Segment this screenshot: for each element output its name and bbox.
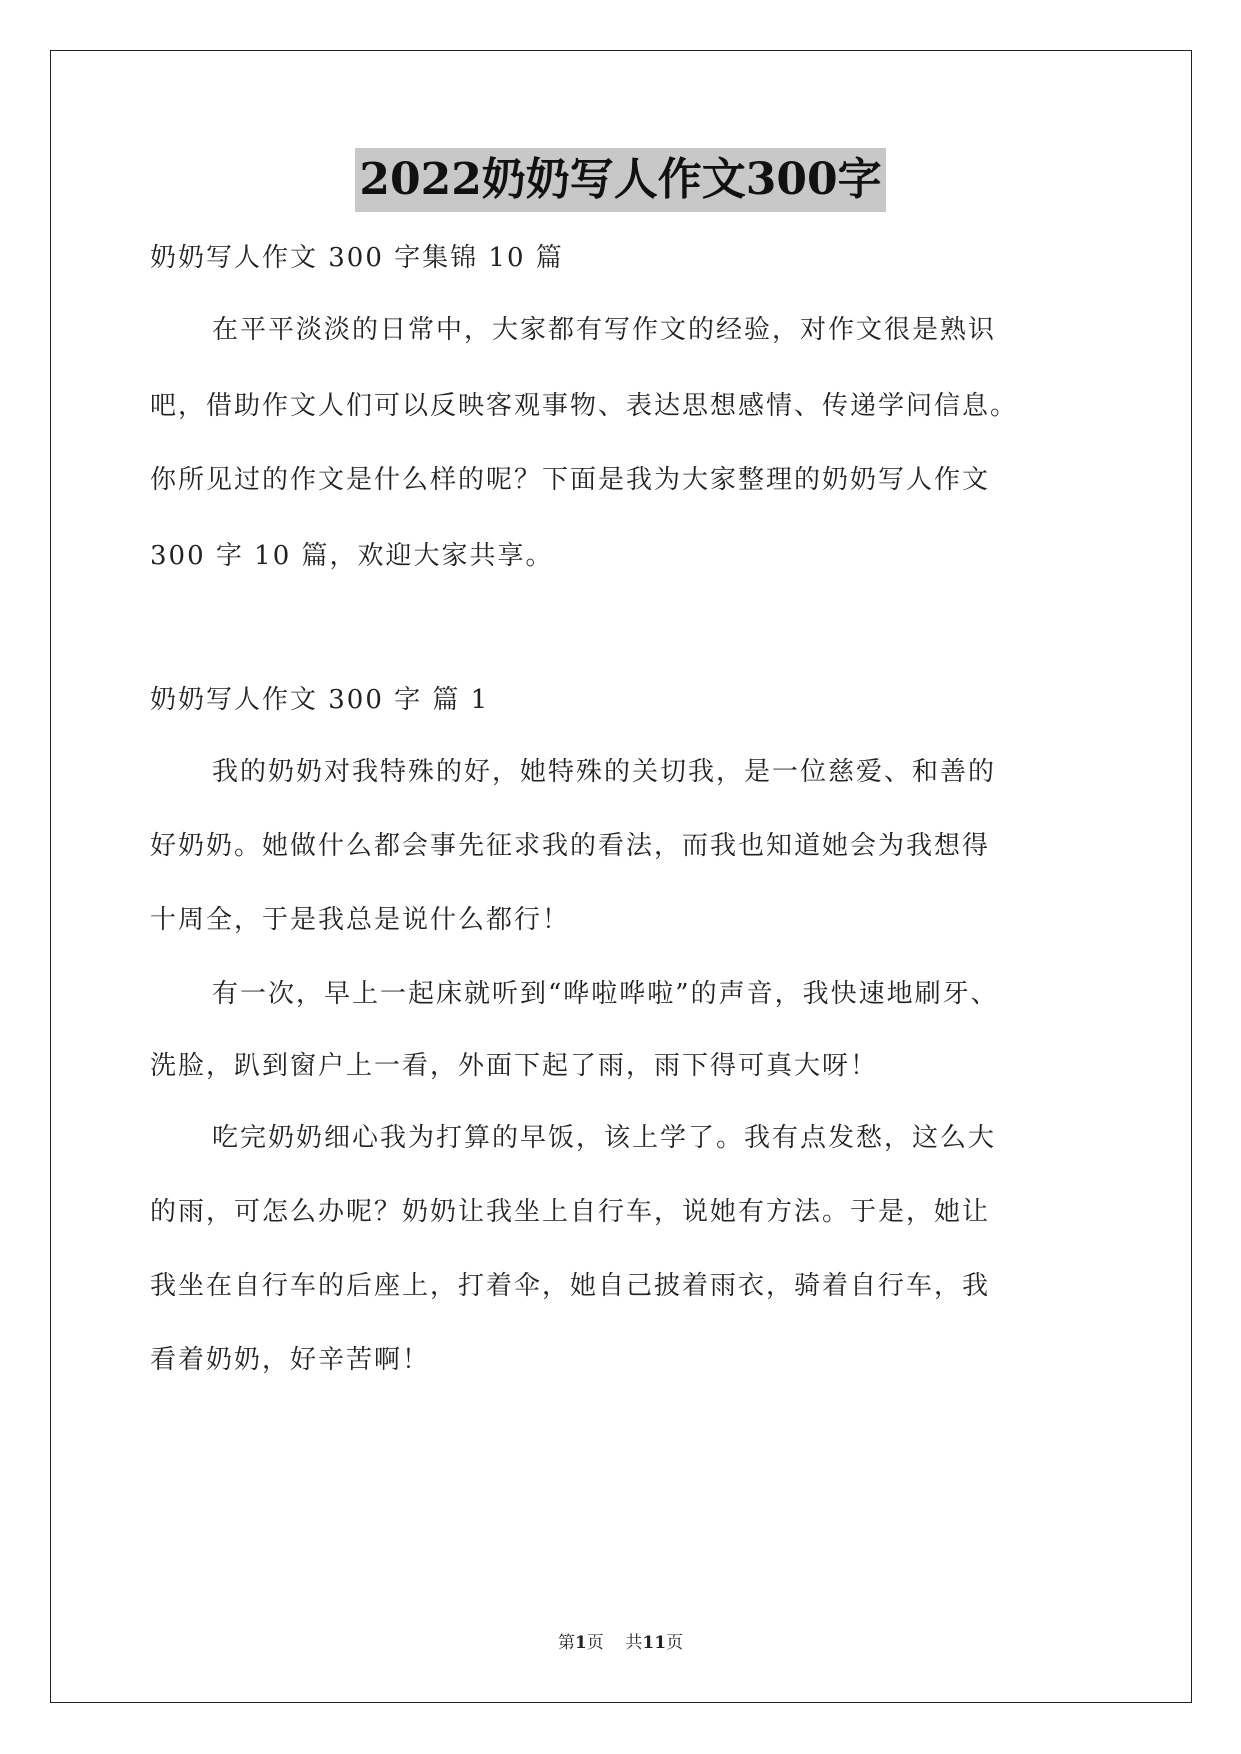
intro-line-1: 在平平淡淡的日常中，大家都有写作文的经验，对作文很是熟识	[212, 315, 997, 345]
para3-line-4: 看着奶奶，好辛苦啊！	[150, 1345, 431, 1375]
para3-line-1: 吃完奶奶细心我为打算的早饭，该上学了。我有点发愁，这么大	[212, 1123, 997, 1153]
collection-heading: 奶奶写人作文 300 字集锦 10 篇	[150, 243, 564, 273]
intro-line-3: 你所见过的作文是什么样的呢？下面是我为大家整理的奶奶写人作文	[150, 465, 991, 495]
footer-total-unit: 页	[666, 1633, 684, 1653]
intro-line-4: 300 字 10 篇，欢迎大家共享。	[150, 541, 554, 571]
para2-line-1: 有一次，早上一起床就听到“哗啦哗啦”的声音，我快速地刷牙、	[212, 979, 999, 1009]
footer-page-total: 11	[642, 1633, 667, 1653]
para1-line-2: 好奶奶。她做什么都会事先征求我的看法，而我也知道她会为我想得	[150, 831, 991, 861]
para3-line-2: 的雨，可怎么办呢？奶奶让我坐上自行车，说她有方法。于是，她让	[150, 1197, 991, 1227]
para1-line-1: 我的奶奶对我特殊的好，她特殊的关切我，是一位慈爱、和善的	[212, 757, 997, 787]
footer-page-unit: 页	[586, 1633, 604, 1653]
page-border	[50, 50, 1192, 1703]
para1-line-3: 十周全，于是我总是说什么都行！	[150, 905, 571, 935]
footer-total-prefix: 共	[625, 1633, 643, 1653]
footer-page-prefix: 第	[557, 1633, 575, 1653]
footer-page-current: 1	[574, 1633, 587, 1653]
para3-line-3: 我坐在自行车的后座上，打着伞，她自己披着雨衣，骑着自行车，我	[150, 1271, 991, 1301]
essay-heading: 奶奶写人作文 300 字 篇 1	[150, 685, 490, 715]
intro-line-2: 吧，借助作文人们可以反映客观事物、表达思想感情、传递学问信息。	[150, 391, 1019, 421]
title-container	[0, 148, 1241, 212]
para2-line-2: 洗脸，趴到窗户上一看，外面下起了雨，雨下得可真大呀！	[150, 1051, 879, 1081]
page-footer	[0, 1628, 1241, 1653]
document-title: 2022奶奶写人作文300字	[355, 148, 885, 212]
